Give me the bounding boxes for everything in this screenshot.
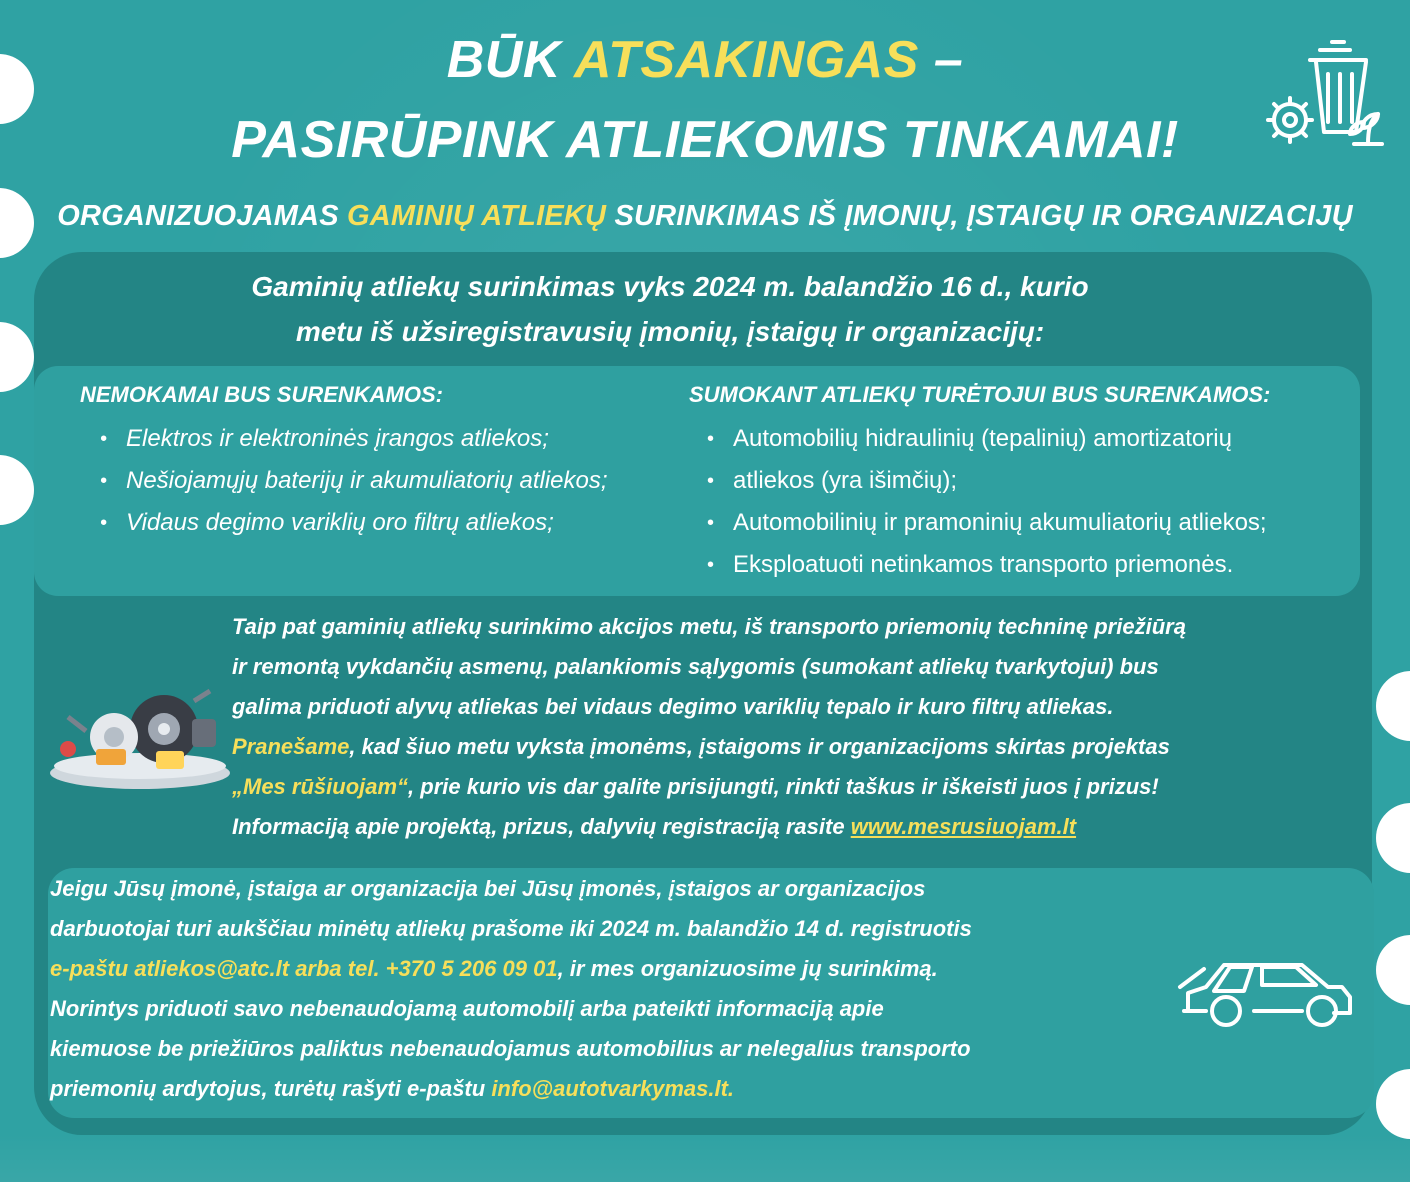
right-punch-hole-3 [1376,935,1410,1005]
subtitle-highlight: GAMINIŲ ATLIEKŲ [347,200,607,232]
paid-item-2: • Automobilinių ir pramoninių akumuliatorių atliekos; [707,502,1267,544]
header-line-1: Gaminių atliekų surinkimas vyks 2024 m. balandžio 16 d., kurio [251,271,1089,302]
collection-date-header [150,264,1190,354]
free-collection-list [100,418,608,544]
header-line-2: metu iš užsiregistravusių įmonių, įstaigų ir organizacijų: [295,316,1045,347]
right-punch-hole-1 [1376,671,1410,741]
subtitle-prefix: ORGANIZUOJAMAS [57,200,339,232]
main-title-line-2: PASIRŪPINK ATLIEKOMIS TINKAMAI! [231,111,1179,169]
paragraph2-line5: kiemuose be priežiūros paliktus nebenaudojamus automobilius ar nelegalius transporto [50,1036,971,1061]
title-suffix: – [933,31,964,89]
paid-item-1-line1: • Automobilių hidraulinių (tepalinių) amortizatorių [707,418,1267,460]
left-punch-hole-3 [0,322,34,392]
subtitle [45,200,1365,233]
vehicle-report-email[interactable]: info@autotvarkymas.lt. [491,1076,735,1101]
paragraph1-line2: ir remontą vykdančių asmenų, palankiomis sąlygomis (sumokant atliekų tvarkytojui) bus [232,654,1159,679]
paragraph1-line1: Taip pat gaminių atliekų surinkimo akcijos metu, iš transporto priemonių techninę priežiūrą [232,614,1186,639]
paid-collection-list [707,418,1267,586]
free-collection-title: NEMOKAMAI BUS SURENKAMOS: [80,382,443,407]
paragraph1-line3: galima priduoti alyvų atliekas bei vidaus degimo variklių tepalo ir kuro filtrų atliekas. [232,694,1114,719]
paid-collection-title: SUMOKANT ATLIEKŲ TURĖTOJUI BUS SURENKAMOS: [689,382,1271,407]
paragraph2-line4: Norintys priduoti savo nebenaudojamą automobilį arba pateikti informaciją apie [50,996,884,1021]
free-item-3: • Vidaus degimo variklių oro filtrų atliekos; [100,502,608,544]
paragraph1-line6: Informaciją apie projektą, prizus, dalyvių registraciją rasite www.mesrusiuojam.lt [232,814,1077,839]
recycling-bin-gear-plant-icon [1262,34,1390,162]
registration-contact[interactable]: e-paštu atliekos@atc.lt arba tel. +370 5 206 09 01 [50,956,558,981]
free-item-2: • Nešiojamųjų baterijų ir akumuliatorių atliekos; [100,460,608,502]
subtitle-suffix: SURINKIMAS IŠ ĮMONIŲ, ĮSTAIGŲ IR ORGANIZACIJŲ [614,200,1353,232]
left-punch-hole-4 [0,455,34,525]
project-website-link[interactable]: www.mesrusiuojam.lt [850,814,1077,839]
project-name-highlight: „Mes rūšiuojam“ [232,774,409,799]
announcement-highlight: Pranešame [232,734,350,759]
left-punch-hole-2 [0,188,34,258]
additional-info-paragraph [232,607,1350,847]
paragraph2-line6: priemonių ardytojus, turėtų rašyti e-paštu info@autotvarkymas.lt. [50,1076,735,1101]
right-punch-hole-4 [1376,1069,1410,1139]
free-item-1: • Elektros ir elektroninės įrangos atliekos; [100,418,608,460]
paid-item-3: • Eksploatuoti netinkamos transporto priemonės. [707,544,1267,586]
registration-paragraph [50,869,1150,1109]
paragraph2-line1: Jeigu Jūsų įmonė, įstaiga ar organizacija bei Jūsų įmonės, įstaigos ar organizacijos [50,876,926,901]
paragraph2-line3: e-paštu atliekos@atc.lt arba tel. +370 5 206 09 01, ir mes organizuosime jų surinkimą. [50,956,938,981]
main-title-line-1 [0,30,1410,90]
car-parts-illustration [44,677,232,799]
title-highlight: ATSAKINGAS [573,31,919,89]
paragraph1-line4: Pranešame, kad šiuo metu vyksta įmonėms, įstaigoms ir organizacijoms skirtas projektas [232,734,1170,759]
right-punch-hole-2 [1376,803,1410,873]
bottom-background-fade [0,1134,1410,1182]
paid-item-1-line2: • atliekos (yra išimčių); [707,460,1267,502]
paragraph2-line2: darbuotojai turi aukščiau minėtų atliekų prašome iki 2024 m. balandžio 14 d. registruotis [50,916,972,941]
title-prefix: BŪK [446,31,561,89]
car-outline-icon [1172,951,1362,1035]
paragraph1-line5: „Mes rūšiuojam“, prie kurio vis dar galite prisijungti, rinkti taškus ir iškeisti juos į prizus! [232,774,1159,799]
